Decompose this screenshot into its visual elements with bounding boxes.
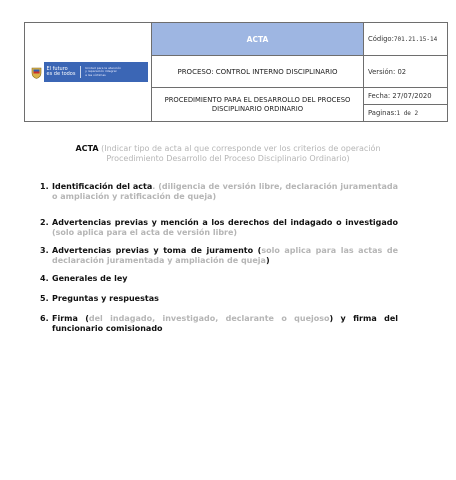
entity-logo <box>31 62 146 82</box>
colombia-seal-icon <box>31 66 42 79</box>
list-item <box>40 182 398 202</box>
page-count <box>364 105 447 121</box>
header-middle-column <box>152 23 364 121</box>
list-item <box>40 218 398 238</box>
item-number: 3. <box>40 246 49 255</box>
item-number: 4. <box>40 274 49 283</box>
procedure-name: PROCEDIMIENTO PARA EL DESARROLLO DEL PROCESO DISCIPLINARIO ORDINARIO <box>164 95 351 113</box>
acta-sections-list <box>40 182 398 334</box>
code-label: Código: <box>368 35 394 43</box>
brand-banner <box>44 62 148 82</box>
list-item <box>40 246 398 266</box>
item-title: Preguntas y respuestas <box>52 294 159 303</box>
acta-intro <box>60 144 396 164</box>
item-hint: solo aplica para las actas de declaración juramentada y ampliación de queja <box>52 246 399 265</box>
acta-hint: (Indicar tipo de acta al que corresponde ver los criterios de operación Procedimiento Desarrollo del Proceso Disciplinario Ordinario) <box>98 144 381 163</box>
code-value: 701.21.15-14 <box>393 35 438 43</box>
document-date: Fecha: 27/07/2020 <box>364 88 447 105</box>
brand-divider <box>80 66 81 78</box>
list-item <box>40 274 398 284</box>
item-title: Firma ( <box>52 314 89 323</box>
item-hint: . (diligencia de versión libre, declaración juramentada o ampliación y ratificación de queja) <box>52 182 398 201</box>
item-title: Identificación del acta <box>52 182 153 191</box>
item-number: 6. <box>40 314 49 323</box>
logo-cell <box>25 23 152 121</box>
item-title: Generales de ley <box>52 274 128 283</box>
document-title: ACTA <box>152 23 363 56</box>
acta-label: ACTA <box>75 144 99 153</box>
item-hint: (solo aplica para el acta de versión libre) <box>52 228 238 237</box>
item-title: Advertencias previas y toma de juramento ( <box>52 246 262 255</box>
item-close: ) y firma del funcionario comisionado <box>52 314 398 333</box>
item-number: 5. <box>40 294 49 303</box>
item-number: 2. <box>40 218 49 227</box>
item-close: ) <box>265 256 270 265</box>
document-version: Versión: 02 <box>364 56 447 88</box>
item-number: 1. <box>40 182 49 191</box>
list-item <box>40 294 398 304</box>
brand-main-text: El futuro es de todos <box>46 65 76 77</box>
item-title: Advertencias previas y mención a los derechos del indagado o investigado <box>52 218 398 227</box>
pages-value: 1 de 2 <box>396 109 419 117</box>
list-item <box>40 314 398 334</box>
document-header-table <box>24 22 448 122</box>
item-hint: del indagado, investigado, declarante o quejoso <box>88 314 330 323</box>
process-name: PROCESO: CONTROL INTERNO DISCIPLINARIO <box>152 56 363 88</box>
header-right-column <box>364 23 447 121</box>
document-code <box>364 23 447 56</box>
pages-label: Paginas: <box>368 109 397 117</box>
brand-sub-text: Unidad para la atención y reparación integral a las víctimas <box>85 65 122 77</box>
